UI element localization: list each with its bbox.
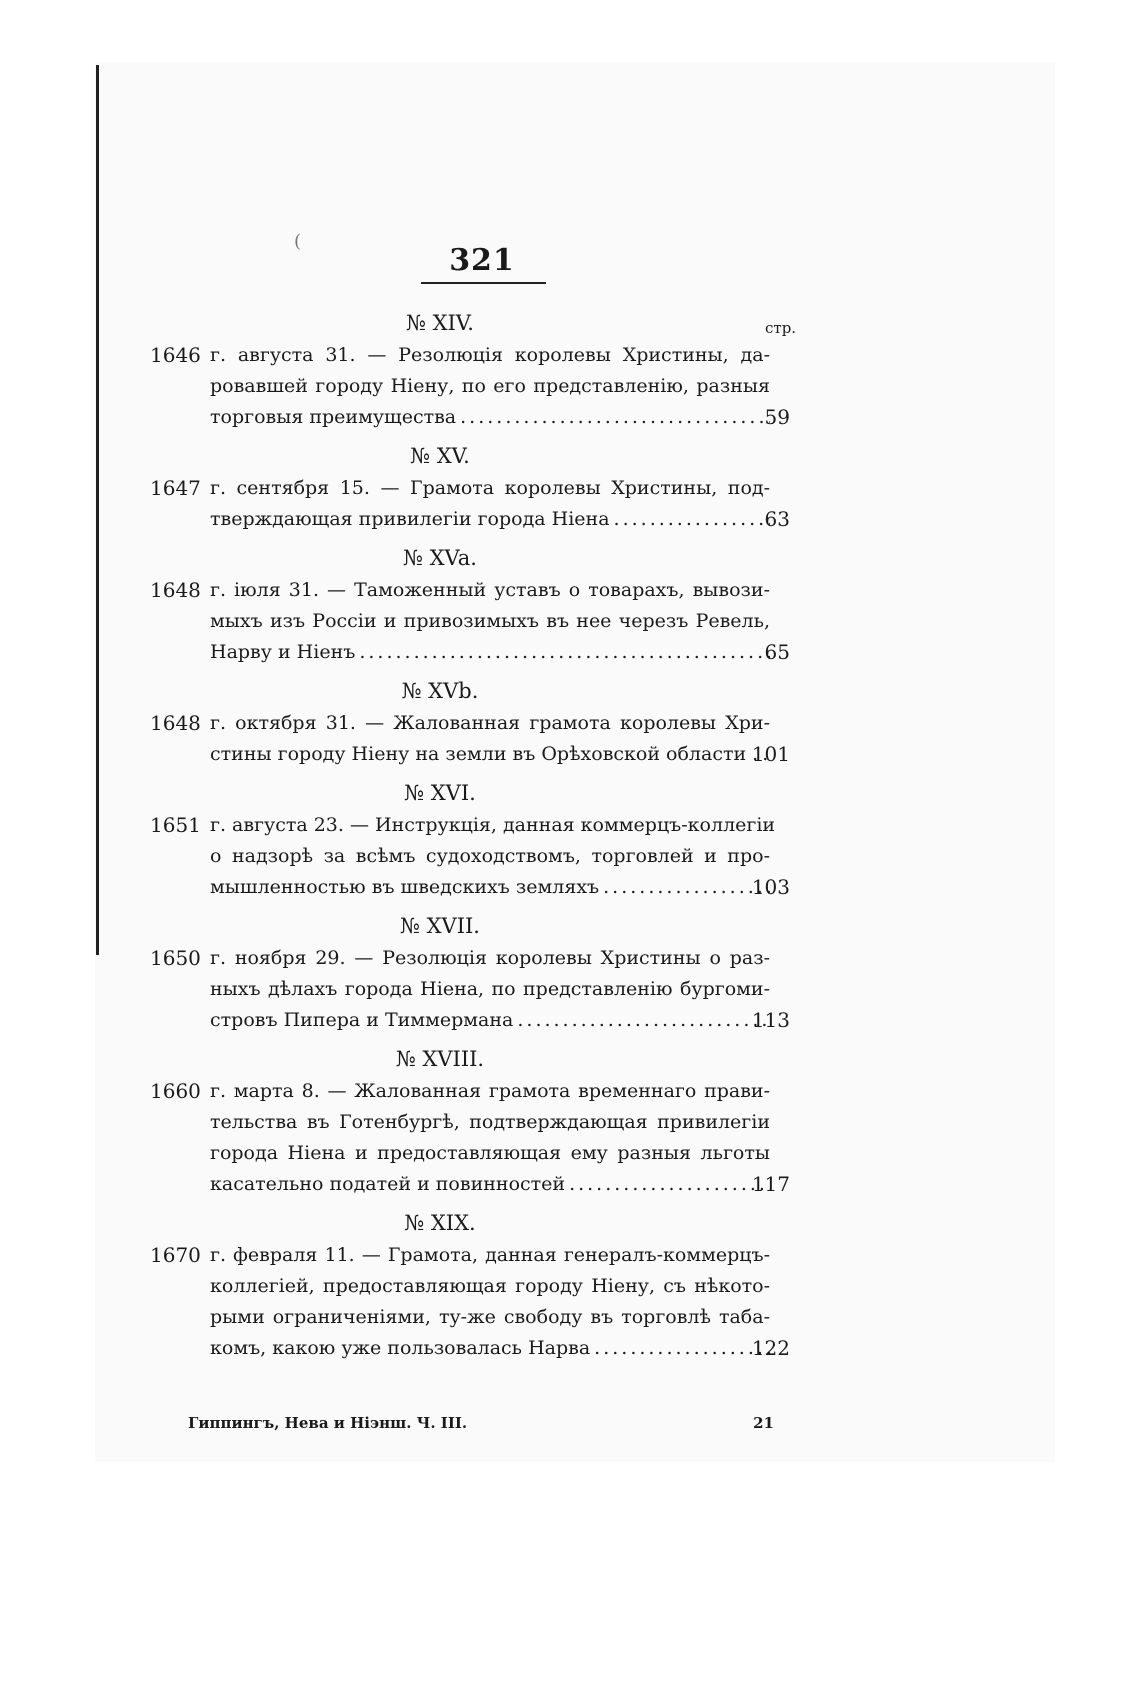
entry-number: № XVb. bbox=[401, 679, 479, 703]
entry-line bbox=[210, 637, 770, 668]
entry-line-text: касательно податей и повинностей bbox=[210, 1173, 566, 1195]
entry-line-text: тверждающая привилегіи города Ніена bbox=[210, 508, 610, 530]
entry-line: коллегіей, предоставляющая городу Ніену, съ нѣкото- bbox=[210, 1275, 770, 1297]
entry-line bbox=[210, 504, 770, 535]
toc-entry bbox=[150, 1044, 830, 1200]
page-number-rule bbox=[421, 282, 546, 284]
entry-line: г. февраля 11. — Грамота, данная генералъ-коммерцъ- bbox=[210, 1244, 770, 1266]
entry-description bbox=[210, 943, 770, 1036]
entry-line-text: мышленностью въ шведскихъ земляхъ bbox=[210, 876, 600, 898]
entry-page-number: 63 bbox=[764, 507, 790, 531]
entry-line: г. августа 23. — Инструкція, данная коммерцъ-коллегіи bbox=[210, 814, 776, 836]
entry-page-number: 113 bbox=[751, 1008, 790, 1032]
entry-year: 1660 bbox=[150, 1079, 201, 1103]
entry-line: г. августа 31. — Резолюція королевы Христины, да- bbox=[210, 344, 770, 366]
entry-number: № XIV. bbox=[406, 311, 474, 335]
toc-entry bbox=[150, 441, 830, 535]
toc-entry bbox=[150, 1208, 830, 1364]
entry-line: о надзорѣ за всѣмъ судоходствомъ, торговлей и про- bbox=[210, 845, 770, 867]
entry-line: мыхъ изъ Россіи и привозимыхъ въ нее черезъ Ревель, bbox=[210, 610, 770, 632]
entry-line-text: стровъ Пипера и Тиммермана bbox=[210, 1009, 514, 1031]
entry-line-text: стины городу Ніену на земли въ Орѣховской области . bbox=[210, 743, 759, 765]
entry-line: г. марта 8. — Жалованная грамота временнаго прави- bbox=[210, 1080, 770, 1102]
entry-line: города Ніена и предоставляющая ему разныя льготы bbox=[210, 1142, 770, 1164]
entry-line: г. октября 31. — Жалованная грамота королевы Хри- bbox=[210, 712, 770, 734]
entry-line bbox=[210, 1005, 770, 1036]
footer-signature: Гиппингъ, Нева и Ніэнш. Ч. III. bbox=[188, 1414, 468, 1432]
entry-body bbox=[150, 810, 830, 903]
entry-line bbox=[210, 402, 770, 433]
entry-year: 1648 bbox=[150, 578, 201, 602]
entry-number: № XVI. bbox=[404, 781, 476, 805]
entry-body bbox=[150, 473, 830, 535]
toc-entry bbox=[150, 911, 830, 1036]
entry-body bbox=[150, 340, 830, 433]
stray-mark: ( bbox=[294, 231, 302, 252]
table-of-contents bbox=[150, 308, 830, 1372]
entry-year: 1650 bbox=[150, 946, 201, 970]
entry-number: № XVIII. bbox=[395, 1047, 485, 1071]
binding-line bbox=[96, 65, 99, 955]
entry-description bbox=[210, 473, 770, 535]
entry-body bbox=[150, 708, 830, 770]
entry-body bbox=[150, 1076, 830, 1200]
entry-number: № XVII. bbox=[400, 914, 480, 938]
entry-line: г. ноября 29. — Резолюція королевы Христины о раз- bbox=[210, 947, 770, 969]
entry-year: 1646 bbox=[150, 343, 201, 367]
entry-line: г. іюля 31. — Таможенный уставъ о товарахъ, вывози- bbox=[210, 579, 770, 601]
page-number: 321 bbox=[449, 243, 515, 278]
entry-description bbox=[210, 340, 770, 433]
entry-body bbox=[150, 575, 830, 668]
entry-body bbox=[150, 1240, 830, 1364]
entry-page-number: 59 bbox=[764, 405, 790, 429]
entry-number: № XVa. bbox=[403, 546, 477, 570]
entry-page-number: 101 bbox=[751, 742, 790, 766]
entry-line: рыми ограниченіями, ту-же свободу въ торговлѣ таба- bbox=[210, 1306, 770, 1328]
entry-year: 1648 bbox=[150, 711, 201, 735]
entry-line: ныхъ дѣлахъ города Ніена, по представленію бургоми- bbox=[210, 978, 770, 1000]
entry-page-number: 103 bbox=[751, 875, 790, 899]
entry-description bbox=[210, 708, 770, 770]
page-column-header: стр. bbox=[765, 319, 797, 337]
toc-entry bbox=[150, 543, 830, 668]
entry-year: 1651 bbox=[150, 813, 201, 837]
entry-line-text: Нарву и Ніенъ bbox=[210, 641, 356, 663]
entry-description bbox=[210, 1240, 770, 1364]
entry-year: 1670 bbox=[150, 1243, 201, 1267]
entry-year: 1647 bbox=[150, 476, 201, 500]
dot-leader bbox=[359, 637, 770, 668]
entry-line: г. сентября 15. — Грамота королевы Христины, под- bbox=[210, 477, 770, 499]
entry-line-text: торговыя преимущества bbox=[210, 406, 457, 428]
entry-page-number: 117 bbox=[751, 1172, 790, 1196]
entry-line-text: комъ, какою уже пользовалась Нарва bbox=[210, 1337, 591, 1359]
toc-entry bbox=[150, 778, 830, 903]
dot-leader bbox=[460, 402, 770, 433]
toc-entry bbox=[150, 308, 830, 433]
entry-line bbox=[210, 739, 770, 770]
entry-number: № XIX. bbox=[404, 1211, 476, 1235]
entry-line: тельства въ Готенбургѣ, подтверждающая привилегіи bbox=[210, 1111, 770, 1133]
entry-description bbox=[210, 575, 770, 668]
entry-line bbox=[210, 872, 770, 903]
entry-line bbox=[210, 1169, 770, 1200]
entry-page-number: 122 bbox=[751, 1336, 790, 1360]
entry-line bbox=[210, 1333, 770, 1364]
entry-number: № XV. bbox=[410, 444, 470, 468]
entry-line: ровавшей городу Ніену, по его представленію, разныя bbox=[210, 375, 770, 397]
footer-sheet-number: 21 bbox=[753, 1414, 774, 1432]
entry-description bbox=[210, 1076, 770, 1200]
toc-entry bbox=[150, 676, 830, 770]
entry-body bbox=[150, 943, 830, 1036]
entry-page-number: 65 bbox=[764, 640, 790, 664]
